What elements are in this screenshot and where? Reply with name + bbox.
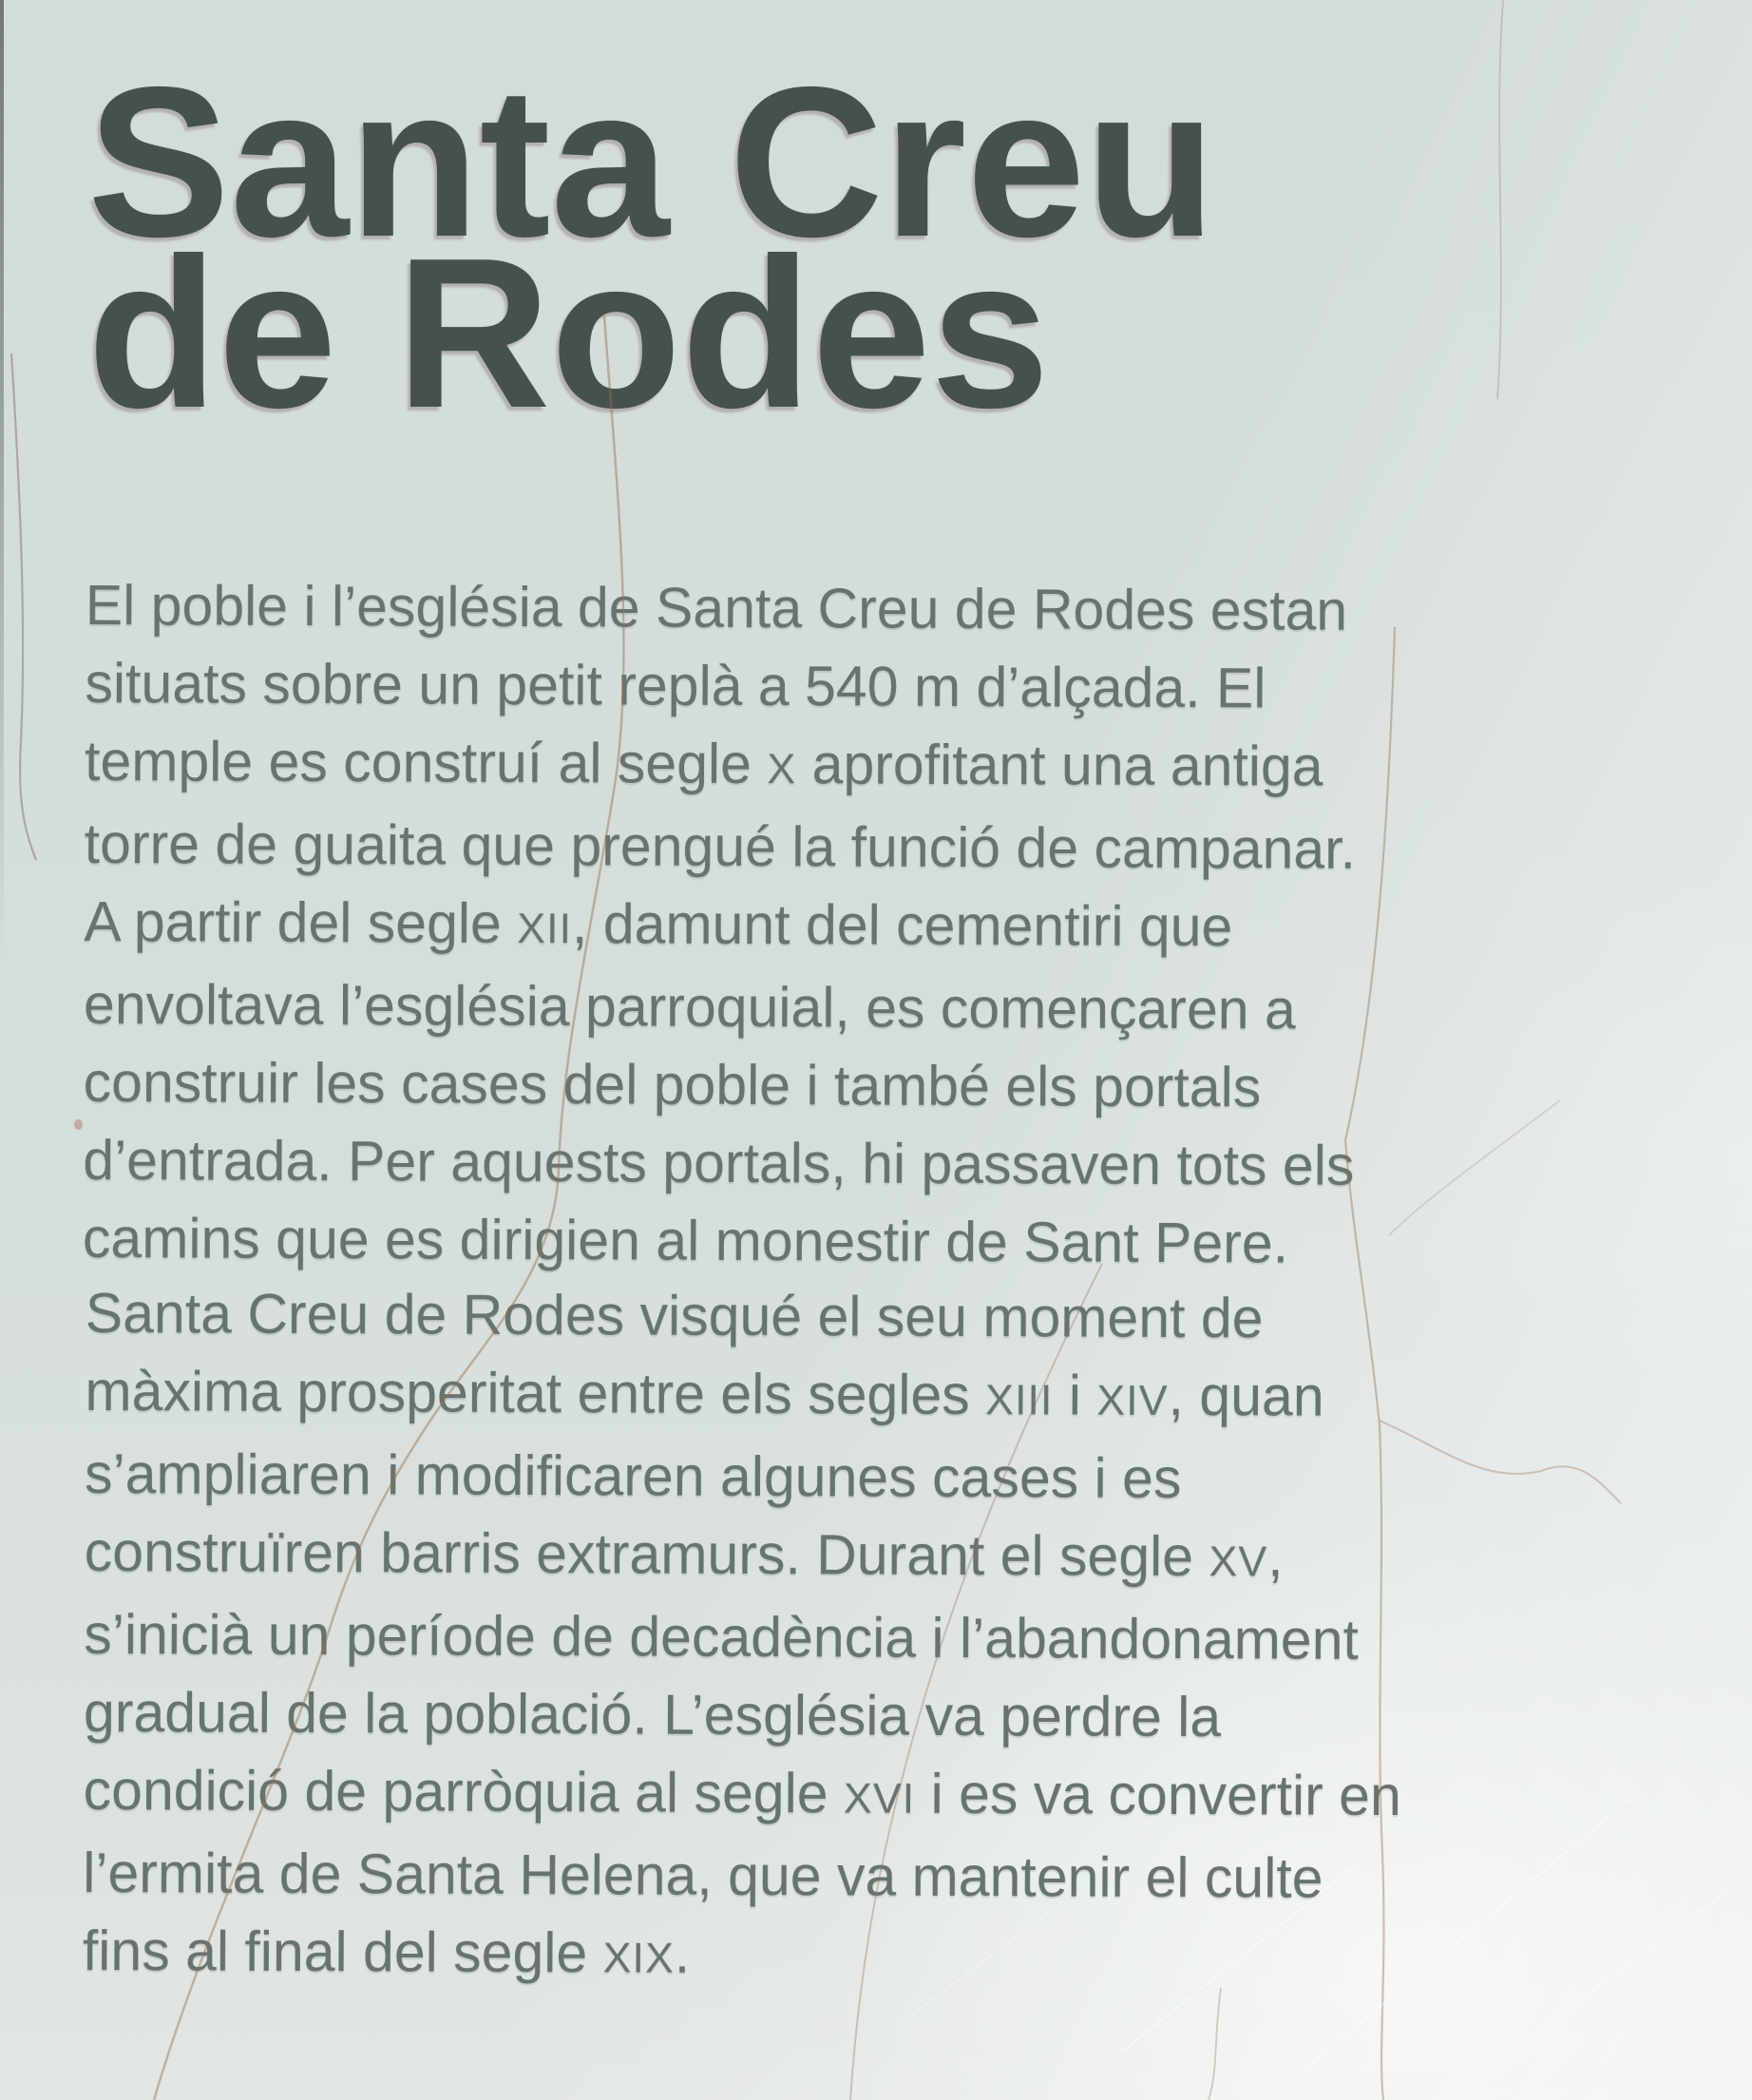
sign-paragraph-2: Santa Creu de Rodes visqué el seu moment de màxima prosperitat entre els segles XIII i XIV, quan s’ampliaren i modificaren algunes cases i es construïren barris extramurs. Durant el segle XV, s’inicià un període de decadència i l’abandonament gradual de la població. L’església va perdre la condició de parròquia al segle XVI i es va convertir en l’ermita de Santa Helena, que va mantenir el culte fins al final del segle XIX. [82,1281,1401,1985]
photo-edge-artifact [0,0,4,960]
crack-hair-right [1389,1100,1560,1235]
sign-title: Santa Creu de Rodes [87,42,1216,452]
dirt-spot [74,1119,83,1130]
crack-branch [1380,1421,1621,1503]
crack-top-right [1497,0,1503,399]
crack-bottom [1209,1988,1221,2100]
crack-left-edge [11,353,36,860]
scratch-3 [1444,1893,1724,2100]
sign-paragraph-1: El poble i l’església de Santa Creu de Rodes estan situats sobre un petit replà a 540 m d’alçada. El temple es construí al segle X aprofitant una antiga torre de guaita que prengué la funció de campanar. A partir del segle XII, damunt del cementiri que envoltava l’església parroquial, es començaren a construir les cases del poble i també els portals d’entrada. Per aquests portals, hi passaven tots els camins que es dirigien al monestir de Sant Pere. [82,573,1357,1275]
